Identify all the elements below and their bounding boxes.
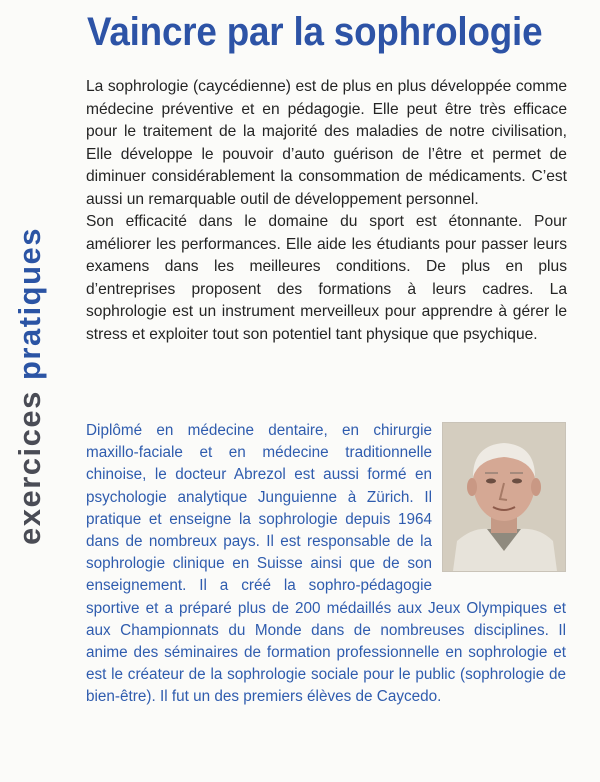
article-title: Vaincre par la sophrologie	[87, 10, 543, 54]
portrait-illustration	[443, 423, 565, 571]
author-portrait-photo	[442, 422, 566, 572]
intro-paragraph-2: Son efficacité dans le domaine du sport est étonnante. Pour améliorer les performances. Elle aide les étudiants pour passer leurs examens dans les meilleures conditions. De plus en plus d’entreprises proposent des formations à leurs cadres. La sophrologie est un instrument merveilleux pour apprendre à gérer le stress et exploiter tout son potentiel tant physique que psychique.	[86, 213, 567, 343]
intro-text	[86, 76, 567, 346]
author-bio	[86, 420, 566, 709]
side-label-word-pratiques: pratiques	[12, 226, 47, 380]
bio-text: Diplômé en médecine dentaire, en chirurgie maxillo-faciale et en médecine traditionnelle chinoise, le docteur Abrezol est aussi formé en psychologie analytique Junguienne à Zürich. Il pratique et enseigne la sophrologie depuis 1964 dans de nombreux pays. Il est responsable de la sophrologie clinique en Suisse ainsi que de son enseignement. Il a créé la sophro-pédagogie sportive et a préparé plus de 200 médaillés aux Jeux Olympiques et aux Championnats du Monde dans de nombreuses disciplines. Il anime des séminaires de formation professionnelle en sophrologie et est le créateur de la sophrologie sociale pour le public (sophrologie de bien-être). Il fut un des premiers élèves de Caycedo.	[86, 422, 566, 706]
side-label-word-exercices: exercices	[12, 390, 47, 545]
intro-paragraph-1: La sophrologie (caycédienne) est de plus en plus développée comme médecine préventive et en pédagogie. Elle peut être très efficace pour le traitement de la majorité des maladies de notre civilisation, Elle développe le pouvoir d’auto guérison de l’être et permet de diminuer considérablement la consommation de médicaments. C’est aussi un remarquable outil de développement personnel.	[86, 78, 567, 208]
section-side-label	[14, 227, 45, 545]
